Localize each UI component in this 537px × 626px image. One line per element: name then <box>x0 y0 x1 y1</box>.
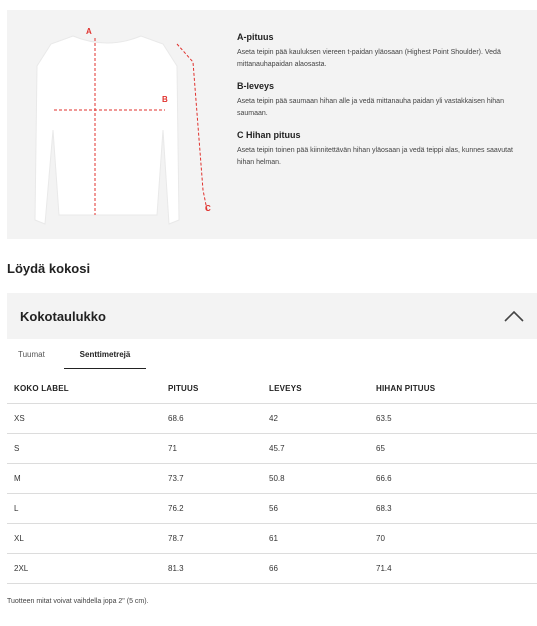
marker-c: C <box>205 204 211 213</box>
table-row <box>7 463 537 493</box>
cell-sleeve: 66.6 <box>376 463 537 493</box>
tab-centimeters[interactable]: Senttimetrejä <box>64 345 146 369</box>
table-row <box>7 493 537 523</box>
cell-width: 45.7 <box>269 433 376 463</box>
table-row <box>7 433 537 463</box>
measure-b <box>237 81 527 120</box>
cell-size: L <box>7 493 168 523</box>
find-size-heading: Löydä kokosi <box>7 261 91 276</box>
header-length: PITUUS <box>168 375 269 403</box>
table-row <box>7 523 537 553</box>
cell-sleeve: 63.5 <box>376 403 537 433</box>
measurement-instructions <box>237 32 527 179</box>
measure-c-desc: Aseta teipin toinen pää kiinnitettävän hihan yläosaan ja vedä teippi alas, kunnes saavutat hihan helman. <box>237 147 513 166</box>
header-sleeve-length: HIHAN PITUUS <box>376 375 537 403</box>
size-table <box>7 375 537 584</box>
cell-sleeve: 71.4 <box>376 553 537 583</box>
cell-size: XS <box>7 403 168 433</box>
measure-c-title: C Hihan pituus <box>237 130 301 140</box>
measure-c <box>237 130 527 169</box>
cell-size: XL <box>7 523 168 553</box>
unit-tabs <box>7 345 537 369</box>
size-chart-title: Kokotaulukko <box>20 308 106 324</box>
long-sleeve-shirt-image <box>7 10 232 239</box>
cell-sleeve: 65 <box>376 433 537 463</box>
size-disclaimer: Tuotteen mitat voivat vaihdella jopa 2" (5 cm). <box>7 598 149 605</box>
cell-length: 81.3 <box>168 553 269 583</box>
cell-size: S <box>7 433 168 463</box>
cell-sleeve: 68.3 <box>376 493 537 523</box>
cell-width: 66 <box>269 553 376 583</box>
cell-size: M <box>7 463 168 493</box>
header-size-label: KOKO LABEL <box>7 375 168 403</box>
measurement-guide <box>7 10 537 239</box>
shirt-illustration <box>7 10 232 239</box>
table-header-row <box>7 375 537 403</box>
table-row <box>7 553 537 583</box>
chevron-up-icon[interactable] <box>503 309 525 323</box>
cell-length: 76.2 <box>168 493 269 523</box>
cell-length: 78.7 <box>168 523 269 553</box>
marker-a: A <box>86 27 92 36</box>
cell-width: 42 <box>269 403 376 433</box>
cell-width: 56 <box>269 493 376 523</box>
cell-width: 61 <box>269 523 376 553</box>
tab-inches[interactable]: Tuumat <box>18 350 45 359</box>
measure-a <box>237 32 527 71</box>
cell-width: 50.8 <box>269 463 376 493</box>
cell-sleeve: 70 <box>376 523 537 553</box>
table-row <box>7 403 537 433</box>
marker-b: B <box>162 95 168 104</box>
cell-length: 71 <box>168 433 269 463</box>
cell-size: 2XL <box>7 553 168 583</box>
measure-b-title: B-leveys <box>237 81 275 91</box>
measure-a-desc: Aseta teipin pää kauluksen viereen t-paidan yläosaan (Highest Point Shoulder). Vedä mittanauhapaidan alaosasta. <box>237 49 501 68</box>
cell-length: 73.7 <box>168 463 269 493</box>
size-chart-accordion[interactable] <box>7 293 537 339</box>
header-width: LEVEYS <box>269 375 376 403</box>
cell-length: 68.6 <box>168 403 269 433</box>
measure-a-title: A-pituus <box>237 32 274 42</box>
measure-b-desc: Aseta teipin pää saumaan hihan alle ja vedä mittanauha paidan yli vastakkaisen hihan saumaan. <box>237 98 504 117</box>
